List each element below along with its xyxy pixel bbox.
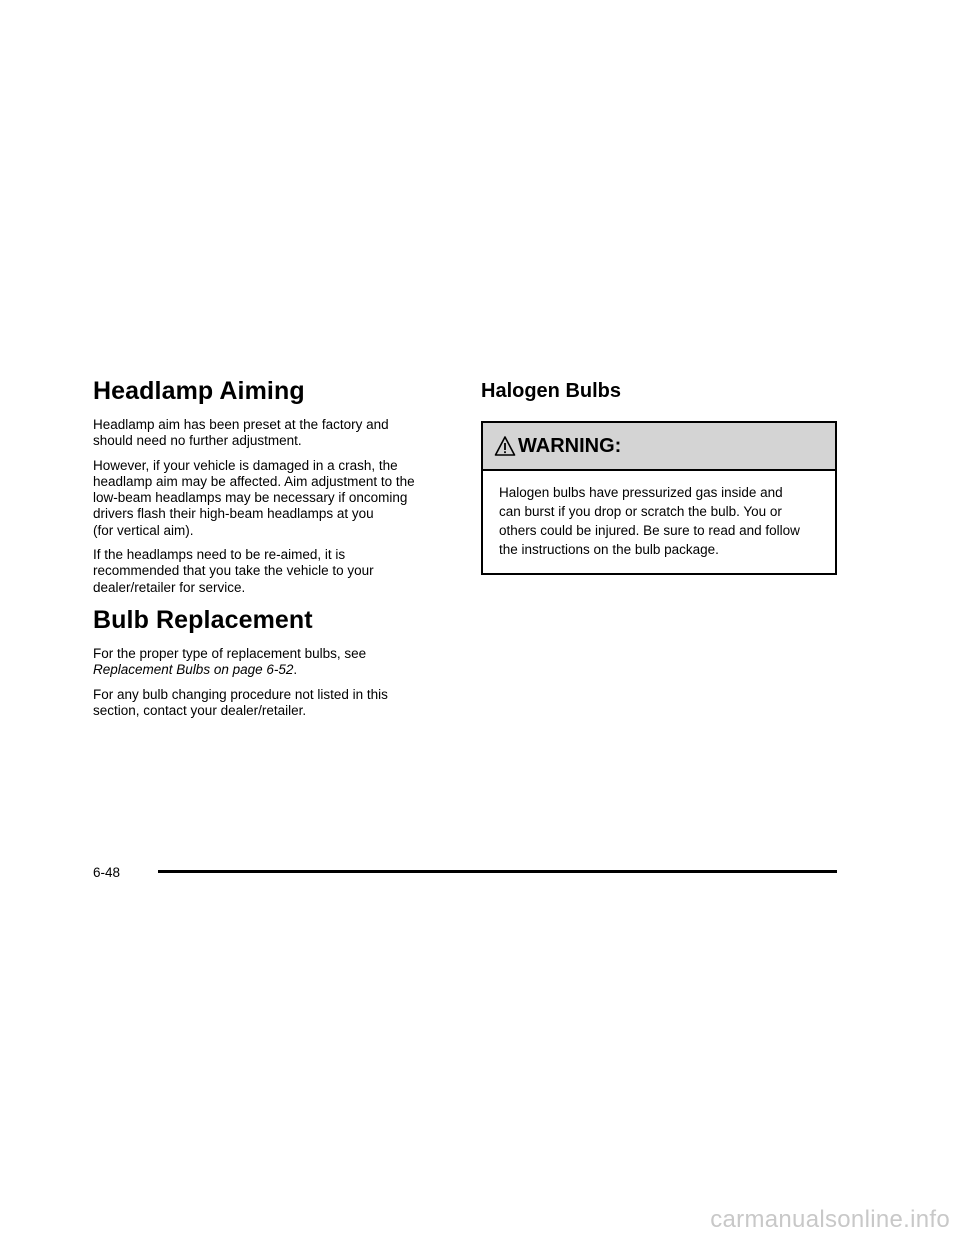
bulb-paragraph-2: For any bulb changing procedure not listed in this section, contact your dealer/retailer. bbox=[93, 686, 388, 718]
left-column bbox=[93, 375, 443, 727]
bulb-paragraph-1-prefix: For the proper type of replacement bulbs, see bbox=[93, 645, 367, 661]
right-column bbox=[481, 378, 837, 575]
page-number: 6-48 bbox=[93, 865, 121, 880]
headlamp-paragraph-2: However, if your vehicle is damaged in a crash, the headlamp aim may be affected. Aim adjustment to the low-beam headlamps may be necessary if oncoming drivers flash their high-beam headlamps at you (for vertical aim). bbox=[93, 457, 415, 538]
warning-triangle-icon bbox=[494, 435, 516, 457]
warning-text: Halogen bulbs have pressurized gas inside and can burst if you drop or scratch the bulb. You or others could be injured. Be sure to read and follow the instructions on the bulb package. bbox=[499, 485, 800, 557]
bulb-paragraph-1-suffix: . bbox=[293, 662, 298, 678]
warning-header bbox=[483, 423, 835, 471]
headlamp-aiming-heading: Headlamp Aiming bbox=[93, 377, 305, 405]
watermark: carmanualsonline.info bbox=[710, 1206, 950, 1233]
bulb-replacement-heading: Bulb Replacement bbox=[93, 605, 313, 634]
warning-box bbox=[481, 421, 837, 575]
bulb-paragraph-1 bbox=[93, 646, 443, 679]
headlamp-paragraph-1: Headlamp aim has been preset at the factory and should need no further adjustment. bbox=[93, 417, 389, 449]
replacement-bulbs-link[interactable]: Replacement Bulbs on page 6-52 bbox=[93, 662, 294, 678]
footer-rule bbox=[158, 870, 837, 873]
warning-label: WARNING: bbox=[518, 435, 622, 457]
headlamp-paragraph-3: If the headlamps need to be re-aimed, it is recommended that you take the vehicle to your dealer/retailer for service. bbox=[93, 547, 374, 595]
halogen-bulbs-heading: Halogen Bulbs bbox=[481, 380, 622, 402]
